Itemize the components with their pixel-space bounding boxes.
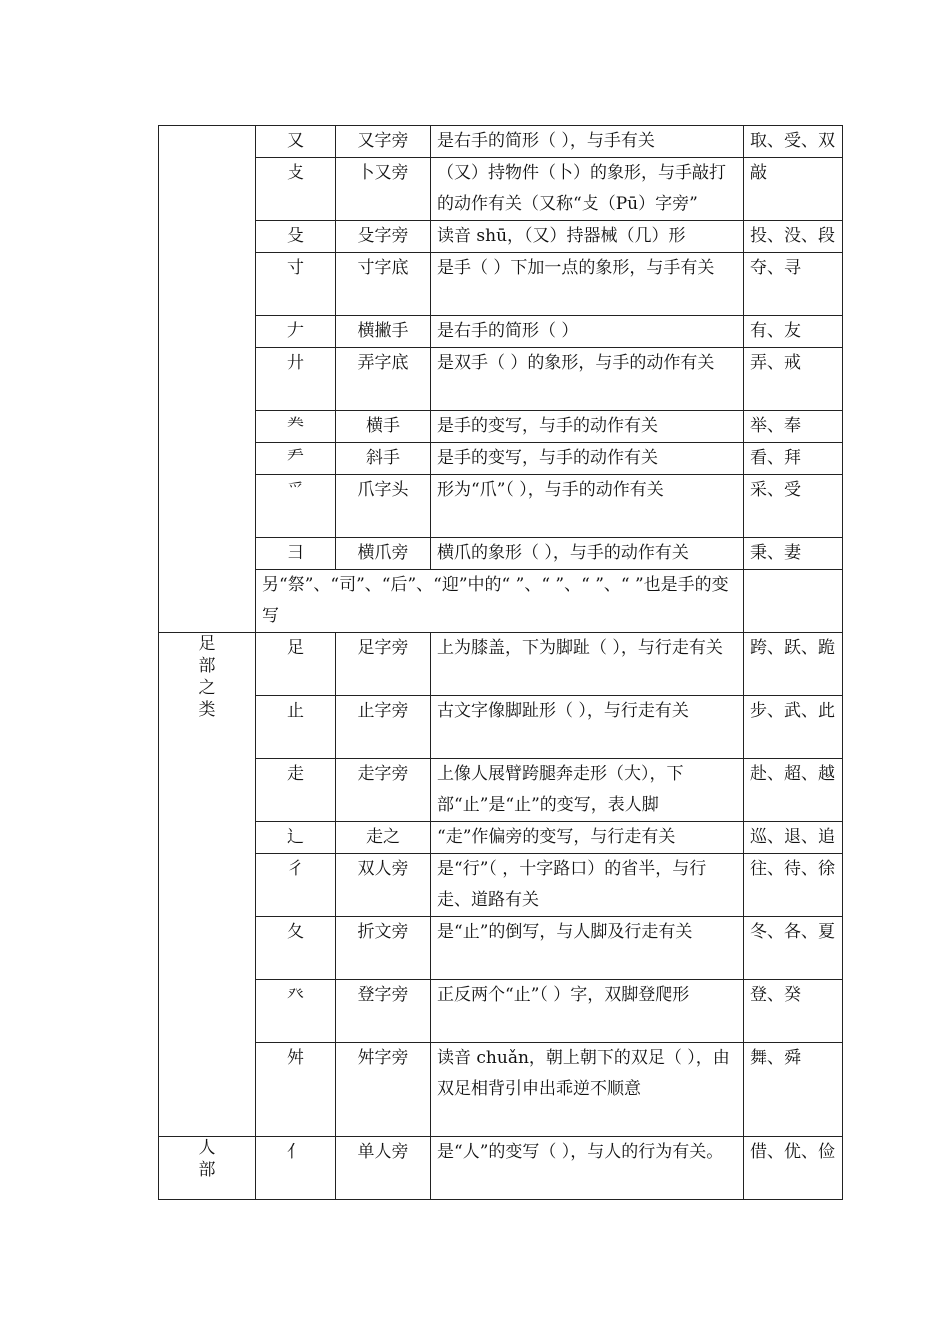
table-row: [159, 475, 843, 538]
table-row: [159, 1043, 843, 1137]
examples-cell: 夺、寻: [744, 253, 843, 316]
description-cell: 是手（ ）下加一点的象形，与手有关: [431, 253, 744, 316]
table-row: [159, 443, 843, 475]
radical-cell: 又: [256, 126, 336, 158]
table-row: [159, 570, 843, 633]
radical-name-cell: 走字旁: [336, 759, 431, 822]
examples-cell: 巡、退、追: [744, 822, 843, 854]
description-cell: 上为膝盖，下为脚趾（ ），与行走有关: [431, 633, 744, 696]
table-row: [159, 917, 843, 980]
radical-cell: 爫: [256, 475, 336, 538]
table-row: [159, 759, 843, 822]
examples-cell: 采、受: [744, 475, 843, 538]
description-cell: 古文字像脚趾形（ ），与行走有关: [431, 696, 744, 759]
description-cell: “走”作偏旁的变写，与行走有关: [431, 822, 744, 854]
radical-name-cell: 爪字头: [336, 475, 431, 538]
table-row: [159, 1137, 843, 1200]
description-cell: （又）持物件（卜）的象形，与手敲打的动作有关（又称“攴（Pū）字旁”: [431, 158, 744, 221]
table-row: [159, 411, 843, 443]
table-row: [159, 980, 843, 1043]
radical-name-cell: 斜手: [336, 443, 431, 475]
radical-name-cell: 寸字底: [336, 253, 431, 316]
radical-cell: 龵: [256, 443, 336, 475]
table-row: [159, 221, 843, 253]
radical-cell: 亻: [256, 1137, 336, 1200]
table-row: [159, 316, 843, 348]
radical-cell: 彳: [256, 854, 336, 917]
table-row: [159, 854, 843, 917]
examples-cell: 敲: [744, 158, 843, 221]
examples-cell: 跨、跃、跪: [744, 633, 843, 696]
radical-name-cell: 双人旁: [336, 854, 431, 917]
radical-name-cell: 止字旁: [336, 696, 431, 759]
description-cell: 是手的变写，与手的动作有关: [431, 443, 744, 475]
radical-cell: 止: [256, 696, 336, 759]
examples-cell: 弄、戒: [744, 348, 843, 411]
radical-cell: 足: [256, 633, 336, 696]
radical-name-cell: 横撇手: [336, 316, 431, 348]
description-cell: 是双手（ ）的象形，与手的动作有关: [431, 348, 744, 411]
radical-name-cell: 横爪旁: [336, 538, 431, 570]
radical-cell: 殳: [256, 221, 336, 253]
table-row: [159, 126, 843, 158]
examples-cell: 往、待、徐: [744, 854, 843, 917]
radical-table: [158, 125, 843, 1200]
radical-cell: 龹: [256, 411, 336, 443]
description-cell: 是“行”（ ，十字路口）的省半，与行走、道路有关: [431, 854, 744, 917]
table-row: [159, 538, 843, 570]
radical-cell: 𠂇: [256, 316, 336, 348]
radical-cell: 癶: [256, 980, 336, 1043]
description-cell: 正反两个“止”（ ）字，双脚登爬形: [431, 980, 744, 1043]
table-row: [159, 696, 843, 759]
description-cell: 横爪的象形（ ），与手的动作有关: [431, 538, 744, 570]
radical-name-cell: 足字旁: [336, 633, 431, 696]
radical-cell: 夂: [256, 917, 336, 980]
category-cell: 足部之类: [159, 633, 256, 1137]
radical-cell: 寸: [256, 253, 336, 316]
note-cell: 另“祭”、“司”、“后”、“迎”中的“ ”、“ ”、“ ”、“ ”也是手的变写: [256, 570, 744, 633]
examples-cell: 借、优、俭: [744, 1137, 843, 1200]
radical-name-cell: 走之: [336, 822, 431, 854]
category-cell: 人部: [159, 1137, 256, 1200]
examples-cell: 投、没、段: [744, 221, 843, 253]
category-cell: [159, 126, 256, 633]
examples-cell: 举、奉: [744, 411, 843, 443]
description-cell: 是右手的简形（ ），与手有关: [431, 126, 744, 158]
radical-name-cell: 单人旁: [336, 1137, 431, 1200]
description-cell: 上像人展臂跨腿奔走形（大），下部“止”是“止”的变写，表人脚: [431, 759, 744, 822]
description-cell: 形为“爪”（ ），与手的动作有关: [431, 475, 744, 538]
examples-cell: 舞、舜: [744, 1043, 843, 1137]
description-cell: 是“止”的倒写，与人脚及行走有关: [431, 917, 744, 980]
radical-cell: 辶: [256, 822, 336, 854]
examples-cell: 有、友: [744, 316, 843, 348]
radical-name-cell: 殳字旁: [336, 221, 431, 253]
radical-cell: 攴: [256, 158, 336, 221]
examples-cell: 步、武、此: [744, 696, 843, 759]
radical-name-cell: 又字旁: [336, 126, 431, 158]
radical-name-cell: 弄字底: [336, 348, 431, 411]
examples-cell: 登、癸: [744, 980, 843, 1043]
examples-cell: 冬、各、夏: [744, 917, 843, 980]
description-cell: 读音 chuǎn，朝上朝下的双足（ ），由双足相背引申出乖逆不顺意: [431, 1043, 744, 1137]
radical-cell: 舛: [256, 1043, 336, 1137]
radical-name-cell: 舛字旁: [336, 1043, 431, 1137]
table-row: [159, 822, 843, 854]
radical-name-cell: 登字旁: [336, 980, 431, 1043]
radical-name-cell: 卜又旁: [336, 158, 431, 221]
radical-name-cell: 横手: [336, 411, 431, 443]
description-cell: 读音 shū，（又）持器械（几）形: [431, 221, 744, 253]
examples-cell: 看、拜: [744, 443, 843, 475]
description-cell: 是右手的简形（ ）: [431, 316, 744, 348]
table-row: [159, 348, 843, 411]
radical-name-cell: 折文旁: [336, 917, 431, 980]
table-row: [159, 253, 843, 316]
table-row: [159, 633, 843, 696]
description-cell: 是“人”的变写（ ），与人的行为有关。: [431, 1137, 744, 1200]
radical-cell: 廾: [256, 348, 336, 411]
examples-cell: 赴、超、越: [744, 759, 843, 822]
examples-cell: 取、受、双: [744, 126, 843, 158]
description-cell: 是手的变写，与手的动作有关: [431, 411, 744, 443]
examples-cell: 秉、妻: [744, 538, 843, 570]
radical-cell: 走: [256, 759, 336, 822]
examples-cell: [744, 570, 843, 633]
table-row: [159, 158, 843, 221]
radical-cell: 彐: [256, 538, 336, 570]
